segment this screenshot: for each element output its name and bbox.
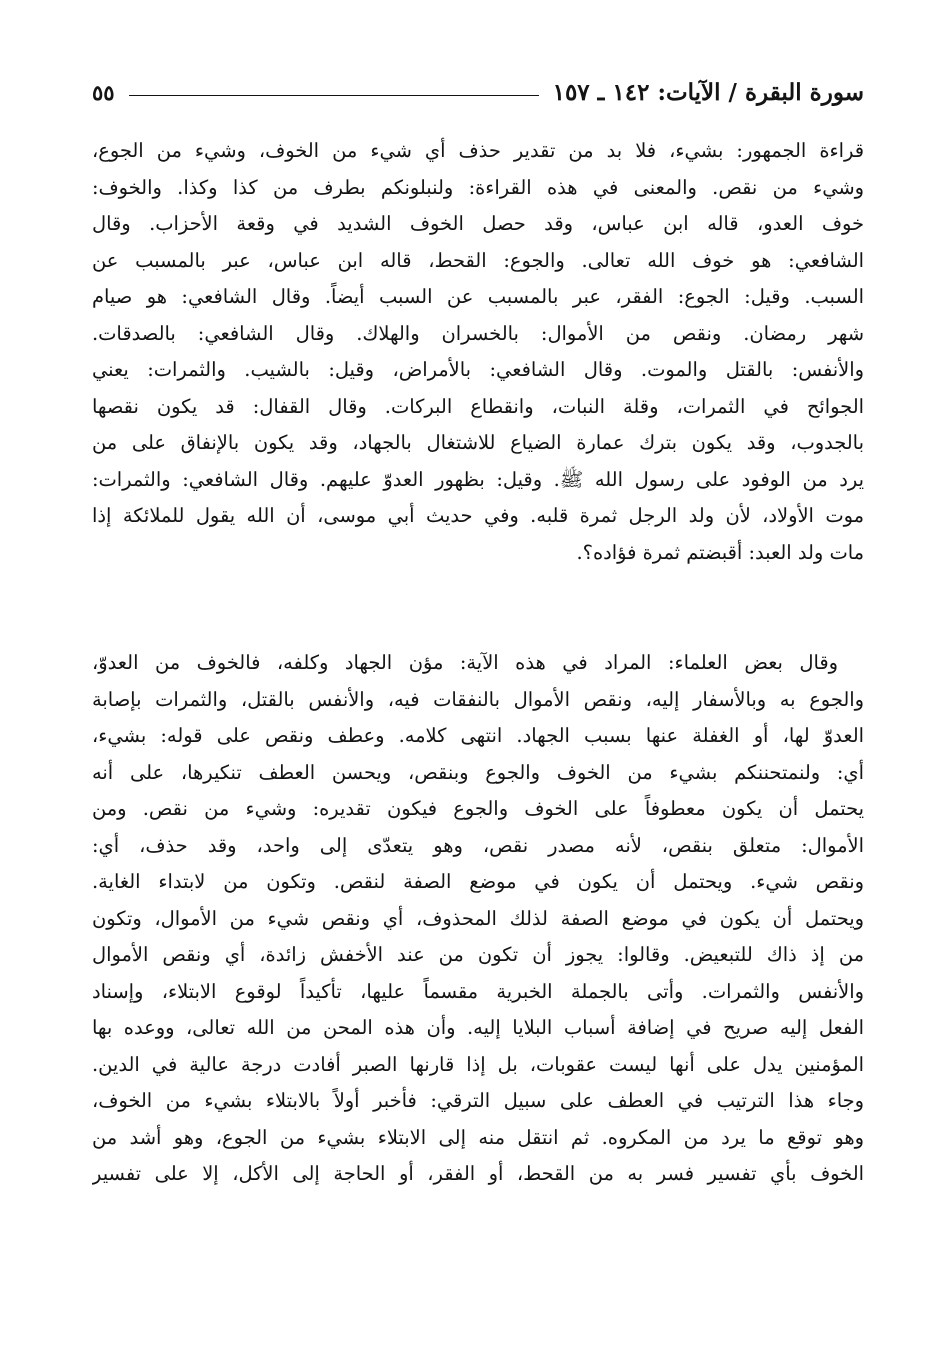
page-header <box>92 72 864 112</box>
text-line: خوف العدو، قاله ابن عباس، وقد حصل الخوف الشديد في وقعة الأحزاب. وقال <box>92 212 864 235</box>
text-line: الفعل إليه صريح في إضافة أسباب البلايا إليه. وأن هذه المحن من الله تعالى، ووعده بها <box>92 1016 864 1039</box>
text-line: السبب. وقيل: الجوع: الفقر، عبر بالمسبب عن السبب أيضاً. وقال الشافعي: هو صيام <box>92 285 864 308</box>
paragraph-1 <box>92 133 864 571</box>
text-line: يرد من الوفود على رسول الله ﷺ. وقيل: بظهور العدوّ عليهم. وقال الشافعي: والثمرات: <box>92 467 864 491</box>
text-line: الأموال: متعلق بنقص، لأنه مصدر نقص، وهو يتعدّى إلى واحد، وقد حذف، أي: <box>92 833 864 857</box>
text-line: وجاء هذا الترتيب في العطف على سبيل الترقي: فأخبر أولاً بالابتلاء بشيء من الخوف، <box>92 1089 864 1112</box>
text-line: والجوع به وبالأسفار إليه، ونقص الأموال بالنفقات فيه، والأنفس بالقتل، والثمرات بإصابة <box>92 687 864 711</box>
text-line: قراءة الجمهور: بشيء، فلا بد من تقدير حذف أي شيء من الخوف، وشيء من الجوع، <box>92 139 864 162</box>
text-line: الشافعي: هو خوف الله تعالى. والجوع: القحط، قاله ابن عباس، عبر بالمسبب عن <box>92 248 864 272</box>
text-line: شهر رمضان. ونقص من الأموال: بالخسران والهلاك. وقال الشافعي: بالصدقات. <box>92 321 864 345</box>
text-line: والأنفس: بالقتل والموت. وقال الشافعي: بالأمراض، وقيل: بالشيب. والثمرات: يعني <box>92 358 864 381</box>
text-line: ويحتمل أن يكون في موضع الصفة لذلك المحذوف، أي ونقص شيء من الأموال، وتكون <box>92 906 864 930</box>
text-line: مات ولد العبد: أقبضتم ثمرة فؤاده؟. <box>576 540 864 564</box>
page-number: ٥٥ <box>92 79 115 105</box>
text-line: الخوف بأي تفسير فسر به من القحط، أو الفقر، أو الحاجة إلى الأكل، إلا على تفسير <box>92 1162 864 1185</box>
text-line: وهو توقع ما يرد من المكروه. ثم انتقل منه إلى الابتلاء بشيء من الجوع، وهو أشد من <box>92 1125 864 1149</box>
text-line: العدوّ لها، أو الغفلة عنها بسبب الجهاد. انتهى كلامه. وعطف ونقص على قوله: بشيء، <box>92 724 864 747</box>
text-line: الجوائح في الثمرات، وقلة النبات، وانقطاع البركات. وقال القفال: قد يكون نقصها <box>92 394 864 418</box>
running-title: سورة البقرة / الآيات: ١٤٢ ـ ١٥٧ <box>552 78 864 106</box>
text-line: وشيء من نقص. والمعنى في هذه القراءة: ولنبلونكم بطرف من كذا وكذا. والخوف: <box>92 175 864 199</box>
text-line: المؤمنين يدل على أنها ليست عقوبات، بل إذا قارنها الصبر أفادت درجة عالية في الدين. <box>92 1052 864 1076</box>
header-rule <box>129 95 539 96</box>
text-line: من إذ ذاك للتبعيض. وقالوا: يجوز أن تكون من عند الأخفش زائدة، أي ونقص الأموال <box>92 943 864 966</box>
text-line: موت الأولاد، لأن ولد الرجل ثمرة قلبه. وفي حديث أبي موسى، أن الله يقول للملائكة إذا <box>92 504 864 527</box>
text-line: يحتمل أن يكون معطوفاً على الخوف والجوع فيكون تقديره: وشيء من نقص. ومن <box>92 797 864 820</box>
text-line: وقال بعض العلماء: المراد في هذه الآية: مؤن الجهاد وكلفه، فالخوف من العدوّ، <box>92 651 838 674</box>
text-line: أي: ولنمتحننكم بشيء من الخوف والجوع وبنقص، ويحسن العطف تنكيرها، على أنه <box>92 760 864 784</box>
paragraph-2 <box>92 645 864 1193</box>
text-line: بالجدوب، وقد يكون بترك عمارة الضياع للاشتغال بالجهاد، وقد يكون بالإنفاق على من <box>92 431 864 454</box>
text-line: والأنفس والثمرات. وأتى بالجملة الخبرية مقسماً عليها، تأكيداً لوقوع الابتلاء، وإسناد <box>92 979 864 1003</box>
text-line: ونقص شيء. ويحتمل أن يكون في موضع الصفة لنقص. وتكون من لابتداء الغاية. <box>92 870 864 893</box>
